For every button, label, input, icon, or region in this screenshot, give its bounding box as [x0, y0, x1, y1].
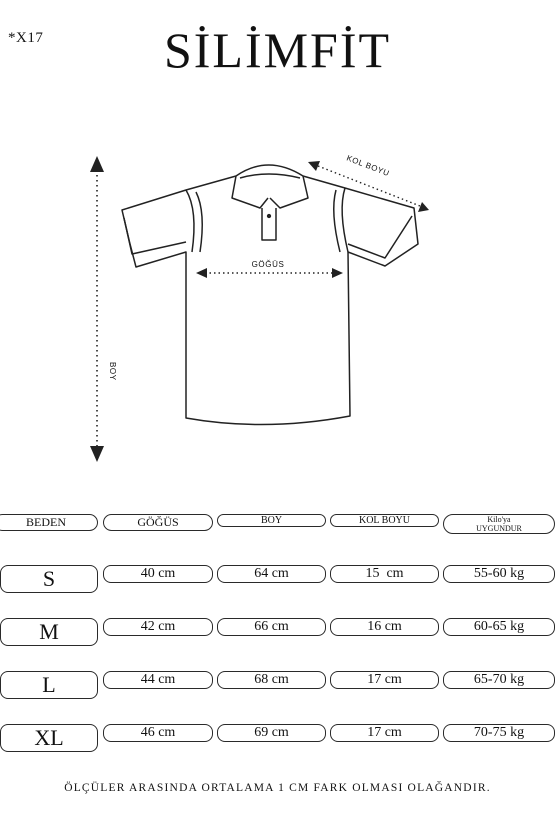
cell-sleeve: 17 cm — [330, 671, 439, 689]
cell-weight: 70-75 kg — [443, 724, 555, 742]
cell-chest: 46 cm — [103, 724, 213, 742]
cell-sleeve: 17 cm — [330, 724, 439, 742]
cell-chest: 44 cm — [103, 671, 213, 689]
cell-size: L — [0, 671, 98, 699]
polo-shirt-illustration — [122, 165, 418, 425]
header-weight-line1: Kilo'ya — [487, 515, 511, 524]
arrow-right-head — [332, 268, 343, 278]
table-row — [0, 724, 555, 773]
cell-sleeve: 16 cm — [330, 618, 439, 636]
brand-title: SİLİMFİT — [163, 22, 392, 78]
header-length: BOY — [217, 514, 326, 527]
arrow-left-head — [196, 268, 207, 278]
cell-chest: 42 cm — [103, 618, 213, 636]
header-chest: GÖĞÜS — [103, 514, 213, 531]
table-row — [0, 565, 555, 614]
cell-weight: 60-65 kg — [443, 618, 555, 636]
cell-size: XL — [0, 724, 98, 752]
cell-size: M — [0, 618, 98, 646]
cell-chest: 40 cm — [103, 565, 213, 583]
measurement-note: ÖLÇÜLER ARASINDA ORTALAMA 1 CM FARK OLMASI OLAĞANDIR. — [64, 782, 491, 794]
chest-label: GÖĞÜS — [251, 260, 285, 269]
length-arrow-top-head — [90, 156, 104, 172]
cell-weight: 65-70 kg — [443, 671, 555, 689]
header-weight-line2: UYGUNDUR — [476, 524, 522, 533]
header-size: BEDEN — [0, 514, 98, 531]
header-weight — [443, 514, 555, 534]
cell-length: 66 cm — [217, 618, 326, 636]
sleeve-arrow-end-head — [418, 202, 429, 212]
cell-length: 64 cm — [217, 565, 326, 583]
sleeve-arrow — [318, 166, 420, 206]
cell-weight: 55-60 kg — [443, 565, 555, 583]
cell-sleeve: 15 cm — [330, 565, 439, 583]
product-code: *X17 — [8, 30, 44, 46]
length-label: BOY — [108, 362, 117, 381]
size-diagram — [0, 140, 555, 480]
table-row — [0, 671, 555, 720]
size-table — [0, 514, 555, 774]
sleeve-label: KOL BOYU — [345, 153, 391, 179]
table-header — [0, 514, 555, 561]
cell-size: S — [0, 565, 98, 593]
table-row — [0, 618, 555, 667]
length-arrow-bottom-head — [90, 446, 104, 462]
cell-length: 68 cm — [217, 671, 326, 689]
cell-length: 69 cm — [217, 724, 326, 742]
header-sleeve: KOL BOYU — [330, 514, 439, 527]
